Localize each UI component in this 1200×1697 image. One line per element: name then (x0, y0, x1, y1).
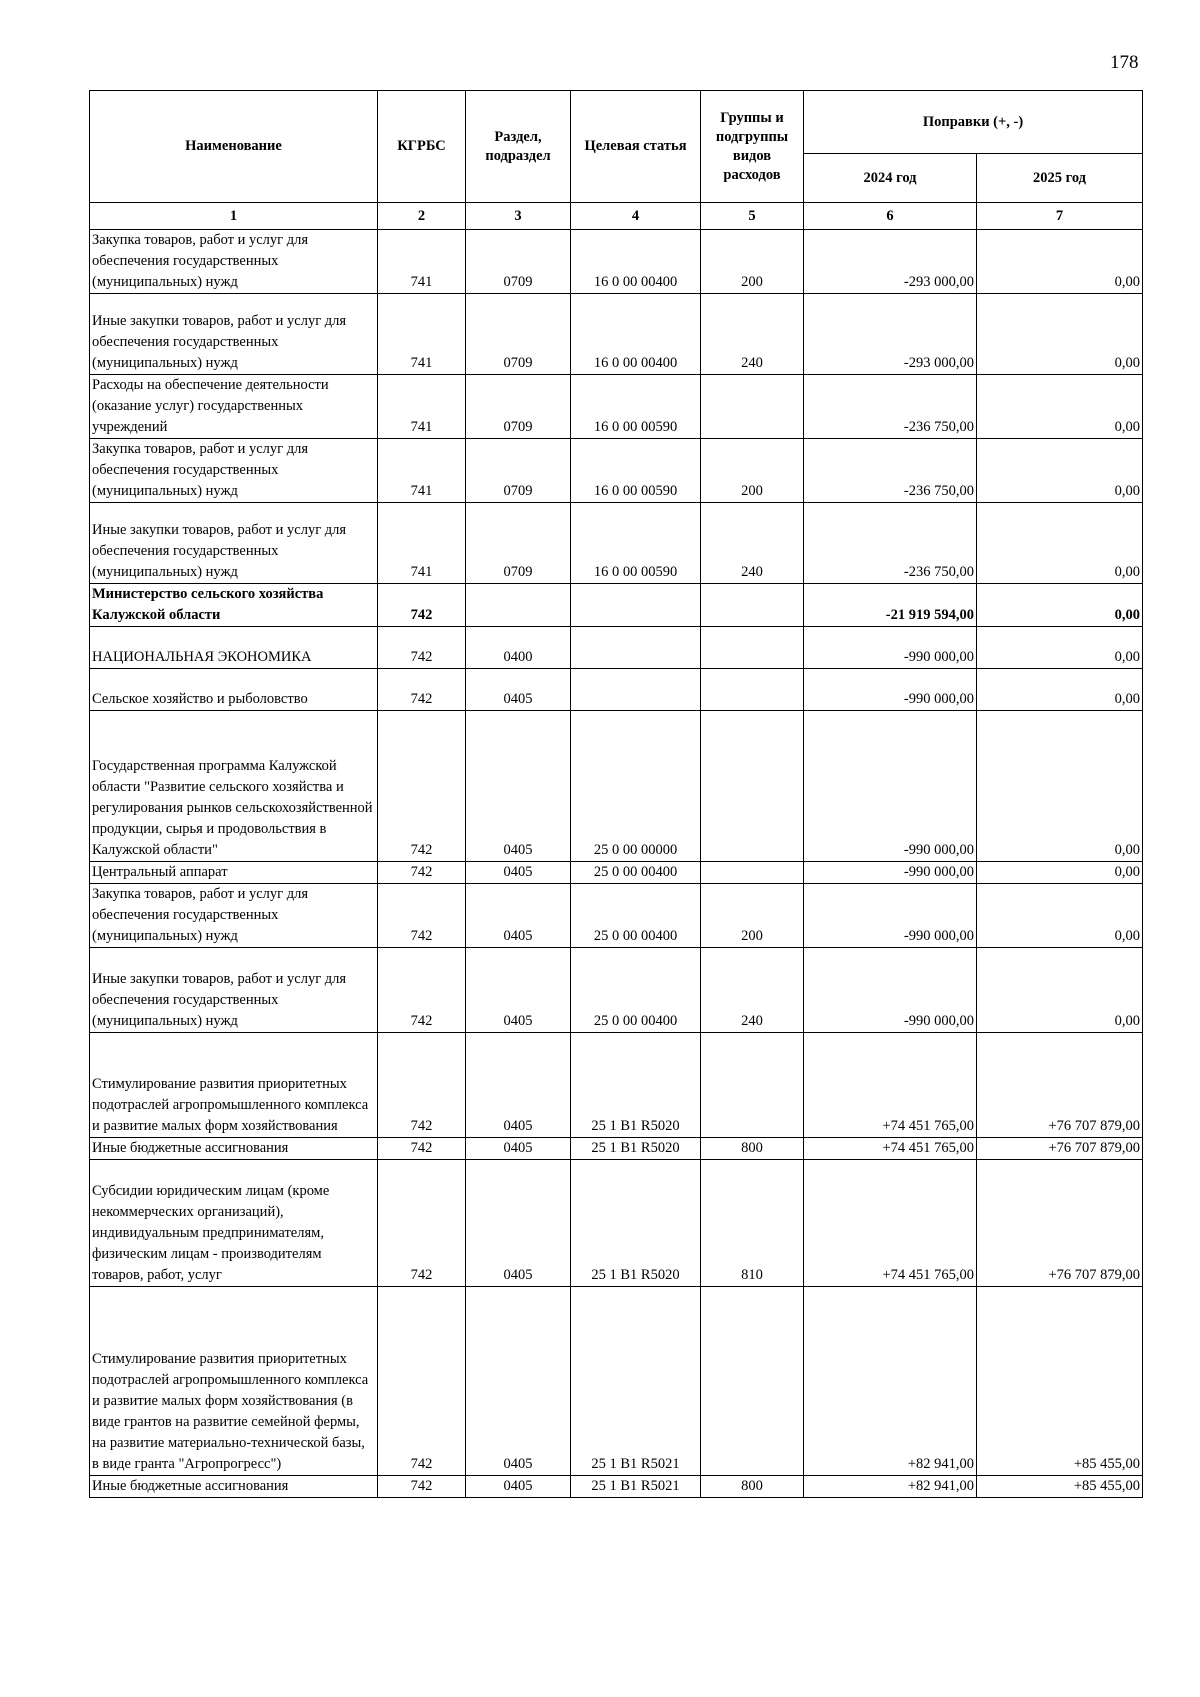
row-name-cell: Иные закупки товаров, работ и услуг для обеспечения государственных (муниципальных) нужд (90, 294, 378, 375)
row-amount-2024-cell: +82 941,00 (804, 1287, 977, 1476)
row-expense-group-cell (701, 1287, 804, 1476)
row-target-article-cell (571, 584, 701, 627)
row-amount-2025-cell: +76 707 879,00 (977, 1138, 1143, 1160)
row-section-cell: 0405 (466, 1033, 571, 1138)
row-name-cell: Центральный аппарат (90, 862, 378, 884)
row-name-cell: Субсидии юридическим лицам (кроме некоммерческих организаций), индивидуальным предпринимателям, физическим лицам - производителям товаров, работ, услуг (90, 1160, 378, 1287)
table-row (90, 503, 1143, 584)
row-expense-group-cell: 240 (701, 503, 804, 584)
row-amount-2025-cell: 0,00 (977, 948, 1143, 1033)
row-target-article-cell: 25 1 B1 R5020 (571, 1138, 701, 1160)
row-amount-2024-cell: +82 941,00 (804, 1476, 977, 1498)
row-name-cell: Закупка товаров, работ и услуг для обеспечения государственных (муниципальных) нужд (90, 439, 378, 503)
budget-table (89, 90, 1143, 1498)
row-target-article-cell: 25 1 B1 R5021 (571, 1476, 701, 1498)
row-kgrbs-cell: 742 (378, 948, 466, 1033)
row-kgrbs-cell: 742 (378, 1160, 466, 1287)
header-kgrbs: КГРБС (378, 91, 466, 203)
row-amount-2024-cell: -990 000,00 (804, 948, 977, 1033)
table-row (90, 294, 1143, 375)
row-section-cell: 0405 (466, 669, 571, 711)
row-kgrbs-cell: 742 (378, 669, 466, 711)
row-target-article-cell: 25 0 00 00400 (571, 948, 701, 1033)
row-name-cell: Закупка товаров, работ и услуг для обеспечения государственных (муниципальных) нужд (90, 230, 378, 294)
row-kgrbs-cell: 741 (378, 294, 466, 375)
row-name-cell: Стимулирование развития приоритетных подотраслей агропромышленного комплекса и развитие малых форм хозяйствования (90, 1033, 378, 1138)
row-name-cell: Расходы на обеспечение деятельности (оказание услуг) государственных учреждений (90, 375, 378, 439)
row-amount-2024-cell: -21 919 594,00 (804, 584, 977, 627)
column-number-cell: 7 (977, 203, 1143, 230)
row-target-article-cell: 25 1 B1 R5020 (571, 1160, 701, 1287)
row-kgrbs-cell: 741 (378, 439, 466, 503)
row-amount-2025-cell: 0,00 (977, 294, 1143, 375)
row-name-cell: Министерство сельского хозяйства Калужской области (90, 584, 378, 627)
table-row (90, 948, 1143, 1033)
row-section-cell: 0709 (466, 294, 571, 375)
row-amount-2025-cell: 0,00 (977, 884, 1143, 948)
table-row (90, 1287, 1143, 1476)
row-expense-group-cell (701, 375, 804, 439)
row-amount-2025-cell: 0,00 (977, 439, 1143, 503)
column-number-cell: 1 (90, 203, 378, 230)
row-name-cell: Сельское хозяйство и рыболовство (90, 669, 378, 711)
table-row (90, 375, 1143, 439)
row-amount-2024-cell: +74 451 765,00 (804, 1033, 977, 1138)
row-target-article-cell: 25 0 00 00000 (571, 711, 701, 862)
page-number: 178 (1110, 52, 1139, 73)
column-number-cell: 3 (466, 203, 571, 230)
row-target-article-cell: 25 0 00 00400 (571, 884, 701, 948)
row-target-article-cell: 16 0 00 00590 (571, 503, 701, 584)
row-amount-2024-cell: -293 000,00 (804, 294, 977, 375)
row-amount-2024-cell: -236 750,00 (804, 375, 977, 439)
header-amendments: Поправки (+, -) (804, 91, 1143, 154)
row-section-cell: 0405 (466, 862, 571, 884)
row-target-article-cell (571, 669, 701, 711)
row-section-cell: 0400 (466, 627, 571, 669)
row-section-cell: 0405 (466, 1160, 571, 1287)
row-target-article-cell (571, 627, 701, 669)
row-kgrbs-cell: 742 (378, 1287, 466, 1476)
row-target-article-cell: 16 0 00 00590 (571, 375, 701, 439)
row-amount-2024-cell: -990 000,00 (804, 884, 977, 948)
row-section-cell: 0405 (466, 1138, 571, 1160)
row-kgrbs-cell: 741 (378, 230, 466, 294)
row-target-article-cell: 25 1 B1 R5020 (571, 1033, 701, 1138)
row-kgrbs-cell: 742 (378, 862, 466, 884)
row-expense-group-cell (701, 1033, 804, 1138)
column-number-cell: 2 (378, 203, 466, 230)
header-name: Наименование (90, 91, 378, 203)
row-amount-2024-cell: -990 000,00 (804, 711, 977, 862)
row-kgrbs-cell: 742 (378, 584, 466, 627)
row-kgrbs-cell: 741 (378, 503, 466, 584)
row-expense-group-cell (701, 584, 804, 627)
row-kgrbs-cell: 742 (378, 1138, 466, 1160)
row-section-cell: 0405 (466, 711, 571, 862)
table-row (90, 1138, 1143, 1160)
row-amount-2024-cell: -236 750,00 (804, 439, 977, 503)
row-name-cell: Государственная программа Калужской области "Развитие сельского хозяйства и регулирования рынков сельскохозяйственной продукции, сырья и продовольствия в Калужской области" (90, 711, 378, 862)
table-row (90, 862, 1143, 884)
row-amount-2024-cell: -236 750,00 (804, 503, 977, 584)
row-section-cell: 0405 (466, 948, 571, 1033)
header-target-article: Целевая статья (571, 91, 701, 203)
row-kgrbs-cell: 742 (378, 1033, 466, 1138)
row-expense-group-cell: 240 (701, 948, 804, 1033)
row-expense-group-cell (701, 669, 804, 711)
row-amount-2025-cell: 0,00 (977, 862, 1143, 884)
row-expense-group-cell: 240 (701, 294, 804, 375)
row-amount-2024-cell: -990 000,00 (804, 862, 977, 884)
row-section-cell: 0405 (466, 884, 571, 948)
row-kgrbs-cell: 741 (378, 375, 466, 439)
row-section-cell: 0709 (466, 503, 571, 584)
table-row (90, 884, 1143, 948)
row-kgrbs-cell: 742 (378, 1476, 466, 1498)
row-section-cell: 0405 (466, 1476, 571, 1498)
row-kgrbs-cell: 742 (378, 627, 466, 669)
table-row (90, 1033, 1143, 1138)
row-amount-2025-cell: 0,00 (977, 503, 1143, 584)
row-target-article-cell: 16 0 00 00400 (571, 230, 701, 294)
row-kgrbs-cell: 742 (378, 711, 466, 862)
row-expense-group-cell: 800 (701, 1138, 804, 1160)
row-amount-2024-cell: -293 000,00 (804, 230, 977, 294)
row-amount-2025-cell: 0,00 (977, 627, 1143, 669)
row-section-cell: 0405 (466, 1287, 571, 1476)
row-name-cell: Иные закупки товаров, работ и услуг для обеспечения государственных (муниципальных) нужд (90, 948, 378, 1033)
row-expense-group-cell: 800 (701, 1476, 804, 1498)
column-number-row (90, 203, 1143, 230)
row-expense-group-cell (701, 862, 804, 884)
row-amount-2025-cell: 0,00 (977, 669, 1143, 711)
row-amount-2024-cell: -990 000,00 (804, 669, 977, 711)
column-number-cell: 4 (571, 203, 701, 230)
table-row (90, 439, 1143, 503)
row-amount-2025-cell: 0,00 (977, 375, 1143, 439)
row-expense-group-cell (701, 627, 804, 669)
row-amount-2025-cell: 0,00 (977, 584, 1143, 627)
row-target-article-cell: 25 1 B1 R5021 (571, 1287, 701, 1476)
table-row (90, 669, 1143, 711)
column-number-cell: 5 (701, 203, 804, 230)
header-expense-groups: Группы и подгруппы видов расходов (701, 91, 804, 203)
row-amount-2025-cell: +76 707 879,00 (977, 1033, 1143, 1138)
row-name-cell: Иные бюджетные ассигнования (90, 1476, 378, 1498)
table-row (90, 711, 1143, 862)
row-amount-2025-cell: 0,00 (977, 230, 1143, 294)
row-name-cell: Стимулирование развития приоритетных подотраслей агропромышленного комплекса и развитие малых форм хозяйствования (в виде грантов на развитие семейной фермы, на развитие материально-технической базы, в виде гранта "Агропрогресс") (90, 1287, 378, 1476)
row-kgrbs-cell: 742 (378, 884, 466, 948)
row-name-cell: Закупка товаров, работ и услуг для обеспечения государственных (муниципальных) нужд (90, 884, 378, 948)
table-body (90, 230, 1143, 1498)
column-number-cell: 6 (804, 203, 977, 230)
header-year-2024: 2024 год (804, 154, 977, 203)
table-row (90, 627, 1143, 669)
row-target-article-cell: 25 0 00 00400 (571, 862, 701, 884)
table-row (90, 1476, 1143, 1498)
table-row (90, 584, 1143, 627)
row-target-article-cell: 16 0 00 00400 (571, 294, 701, 375)
row-amount-2025-cell: +85 455,00 (977, 1287, 1143, 1476)
table-row (90, 1160, 1143, 1287)
row-expense-group-cell: 200 (701, 439, 804, 503)
row-amount-2025-cell: +76 707 879,00 (977, 1160, 1143, 1287)
row-name-cell: Иные закупки товаров, работ и услуг для обеспечения государственных (муниципальных) нужд (90, 503, 378, 584)
row-section-cell (466, 584, 571, 627)
row-section-cell: 0709 (466, 230, 571, 294)
row-expense-group-cell: 810 (701, 1160, 804, 1287)
row-section-cell: 0709 (466, 375, 571, 439)
row-amount-2025-cell: +85 455,00 (977, 1476, 1143, 1498)
row-expense-group-cell (701, 711, 804, 862)
row-amount-2025-cell: 0,00 (977, 711, 1143, 862)
header-section: Раздел, подраздел (466, 91, 571, 203)
row-amount-2024-cell: -990 000,00 (804, 627, 977, 669)
row-name-cell: НАЦИОНАЛЬНАЯ ЭКОНОМИКА (90, 627, 378, 669)
table-row (90, 230, 1143, 294)
row-name-cell: Иные бюджетные ассигнования (90, 1138, 378, 1160)
row-target-article-cell: 16 0 00 00590 (571, 439, 701, 503)
row-expense-group-cell: 200 (701, 884, 804, 948)
row-section-cell: 0709 (466, 439, 571, 503)
row-expense-group-cell: 200 (701, 230, 804, 294)
header-year-2025: 2025 год (977, 154, 1143, 203)
row-amount-2024-cell: +74 451 765,00 (804, 1138, 977, 1160)
row-amount-2024-cell: +74 451 765,00 (804, 1160, 977, 1287)
